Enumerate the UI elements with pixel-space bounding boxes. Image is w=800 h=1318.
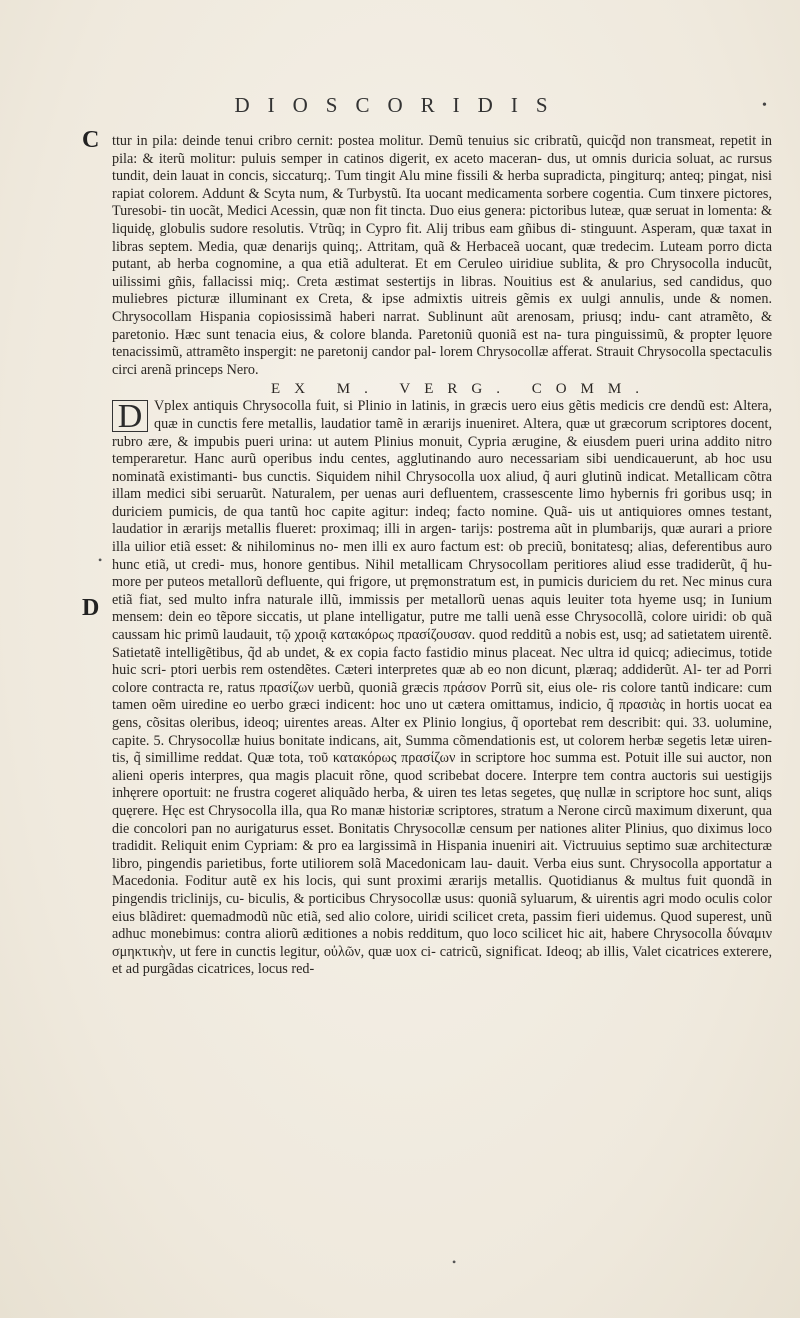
main-text	[112, 133, 772, 979]
margin-letter-d: D	[82, 595, 100, 621]
paragraph-main: ttur in pila: deinde tenui cribro cernit: postea molitur. Demũ tenuius sic cribratũ, quicq̃d non transmeat, repetit in pila: & iterũ molitur: puluis semper in catinos digerit, ex aceto maceran- dus, ut omnis duricia soluat, ac rursus tundit, dein lauat in concis, siccaturq;. Tum tingit Alu mine fissili & herba supradicta, pingiturq; anteq; pingat, nisi rapiat colorem. Addunt & Scyta num, & Turbystũ. Ita uocant medicamenta sorbere cogentia. Cum tinxere pictores, Turesobi- tin uocãt, Medici Acessin, quæ non fit tincta. Duo eius genera: pictoribus luteæ, quæ seruat in lomenta: & liquidę, globulis sudore resolutis. Vtrũq; in Cypro fit. Alij tribus eam gñibus di- stinguunt. Asperam, quæ taxat in libras septem. Media, quæ denarijs quinq;. Attritam, quã & Herbaceã uocant, quæ tredecim. Luteam porro dicta putant, ab herba cognomine, a qua etiã adulterat. Et em Ceruleo uiridiue sublita, & pro Chrysocolla inducũt, uilissimi gñis, fallacissi miq;. Creta æstimat sestertijs in libras. Nouitius est & anularius, sed candidus, quo muliebres picturæ illuminant ex Creta, & ipse admixtis uitreis gẽmis ex uulgi annulis, unde & nomen. Chrysocollam Hispania copiosissimã haberi narrat. Sublinunt aũt arenosam, priusq; indu- cant atramẽto, & paretonio. Hæc sunt tenacia eius, & colore blanda. Paretoniũ quoniã est na- tura pinguissimũ, & propter lęuore tenacissimũ, attramẽto inspergit: ne paretonij candor pal- lorem Chrysocollæ afferat. Strauit Chrysocolla spectaculis circi arenã princeps Nero.	[112, 133, 772, 378]
commentary-heading: EX M. VERG. COMM.	[271, 381, 653, 398]
dropcap-initial: D	[112, 400, 148, 432]
margin-dot: •	[98, 553, 103, 567]
footer-mark: •	[452, 1255, 457, 1269]
paragraph-commentary	[112, 398, 772, 979]
commentary-text: Vplex antiquis Chrysocolla fuit, si Plinio in latinis, in græcis uero eius gẽtis medicis cre dendũ est: Altera, quæ in cunctis fere metallis, laudatior tamẽ in ærarijs inueniret. Altera, quæ ut græcorum scriptores docent, rubro ære, & impubis pueri urina: ut autem Plinius monuit, Cypria ærugine, & eiusdem pueri urina addito nitro temperaretur. Hanc aurũ operibus indu centes, agglutinando auro necessariam sibi uendicauerunt, ab hoc usu nominatã existimanti- bus cunctis. Siquidem nihil Chrysocolla uox aliud, q̃ auri glutinũ indicat. Metallicam cõtra illam medici sibi seruarũt. Naturalem, per uenas auri defluentem, crassescente limo hybernis fri goribus usq; in duriciem pumicis, de qua tantũ hoc capite agitur: indeq; facto nomine. Quã- uis ut antiquiores omnes testant, laudatior in ærarijs metallis flueret: proximaq; illi in argen- tarijs: postrema aũt in plumbarijs, quæ aurari a priore illa uilior etiã esset: & nihilominus no- men illi ex auro factum est: ob preciũ, bonitatesq; alias, deferentibus auro hunc etiã, ut credi- mus, honore gentibus. Nihil metallicam Chrysocollam peritiores aliud esse tradiderũt, q̃ hu- more per puteos metallorũ defluente, qui frigore, ut pręmonstratum est, in pumicis duriciem du ret. Nec minus cura etiã fiat, sed multo infra naturale illũ, immissis per metallorũ uenas aquis leuiter tota hyeme usq; in Iunium mensem: dein eo tẽpore siccatis, ut plane intelligatur, putre me talli uenã esse Chrysocollã, colore uiridi: ob quã caussam hic primũ laudauit, τῷ χροιᾷ κατακόρως πρασίζουσαν. quod redditũ a nobis est, usq; ad satietatem uirentẽ. Satietatẽ intelligẽtibus, q̃d ab undet, & ex copia facto fastidio minus placeat. Nec ultra id quicq; adiecimus, totide huic scri- ptori uerbis rem ostendẽtes. Cæteri interpretes quæ ab eo non dicunt, plæraq; addiderũt. Al- ter ad Porri colore contracta re, ratus πρασίζων uerbũ, quoniã græcis πράσον Porrũ sit, eius ole- ris colore tantũ indicare: cum tamen oẽm uiredine eo uerbo græci indicent: hoc uno ut cætera omittamus, indicio, q̃ πρασιὰς in hortis uocat ea gens, cõsitas oleribus, ideoq; uirentes areas. Alter ex Plinio longius, q̃ oportebat rem describit: qui. 33. uolumine, capite. 5. Chrysocollæ huius bonitate indicans, ait, Summa cõmendationis est, ut colorem herbæ segetis letæ uiren- tis, q̃ simillime reddat. Quæ tota, τοῦ κατακόρως πρασίζων in scriptore hoc summa est. Potuit ille sui auctor, non alieni operis interpres, qua magis placuit rõne, quod scribebat docere. Interpre tem contra auctoris sui uestigijs inhęrere oportuit: ne frustra cogeret aliquãdo herba, & uiren tes letas segetes, quę nullæ in scriptore hoc sunt, aliqs quęrere. Hęc est Chrysocolla illa, qua Ro manæ historiæ scriptores, stratum a Nerone circũ maximum dixerunt, qua die concolori pan no aurigaturus esset. Bonitatis Chrysocollæ censum per nationes aliter Plinius, quo diximus loco tradidit. Reliquit enim Cypriam: & pro ea largissimã in Hispania inueniri ait. Victruuius septimo suæ architecturæ libro, pingendis parietibus, forte utiliorem solã Macedonicam lau- dauit. Verba eius sunt. Chrysocolla apportatur a Macedonia. Foditur autẽ ex his locis, qui sunt proximi ærarijs metallis. Quotidianus & multus fuit quondã in pingendis triclinijs, cu- biculis, & porticibus Chrysocollæ usus: quoniã syluarum, & uirentis agri modo oculis color eius blãdiret: quemadmodũ nũc etiã, sed alio colore, uiridi scilicet creta, passim fieri uidemus. Quod superest, unũ adhuc monebimus: contra aliorũ æditiones a nobis redditum, quo loco scilicet hic ait, habere Chrysocolla δύναμιν σμηκτικὴν, ut fere in cunctis legitur, οὐλῶν, quæ uox ci- catricũ, significat. Ideoq; ab illis, Valet cicatrices exterere, et ad purgãdas cicatrices, locus red-	[112, 398, 772, 978]
margin-letter-c: C	[82, 127, 100, 153]
running-head: DIOSCORIDIS	[234, 93, 566, 117]
running-head-mark: •	[762, 98, 767, 113]
